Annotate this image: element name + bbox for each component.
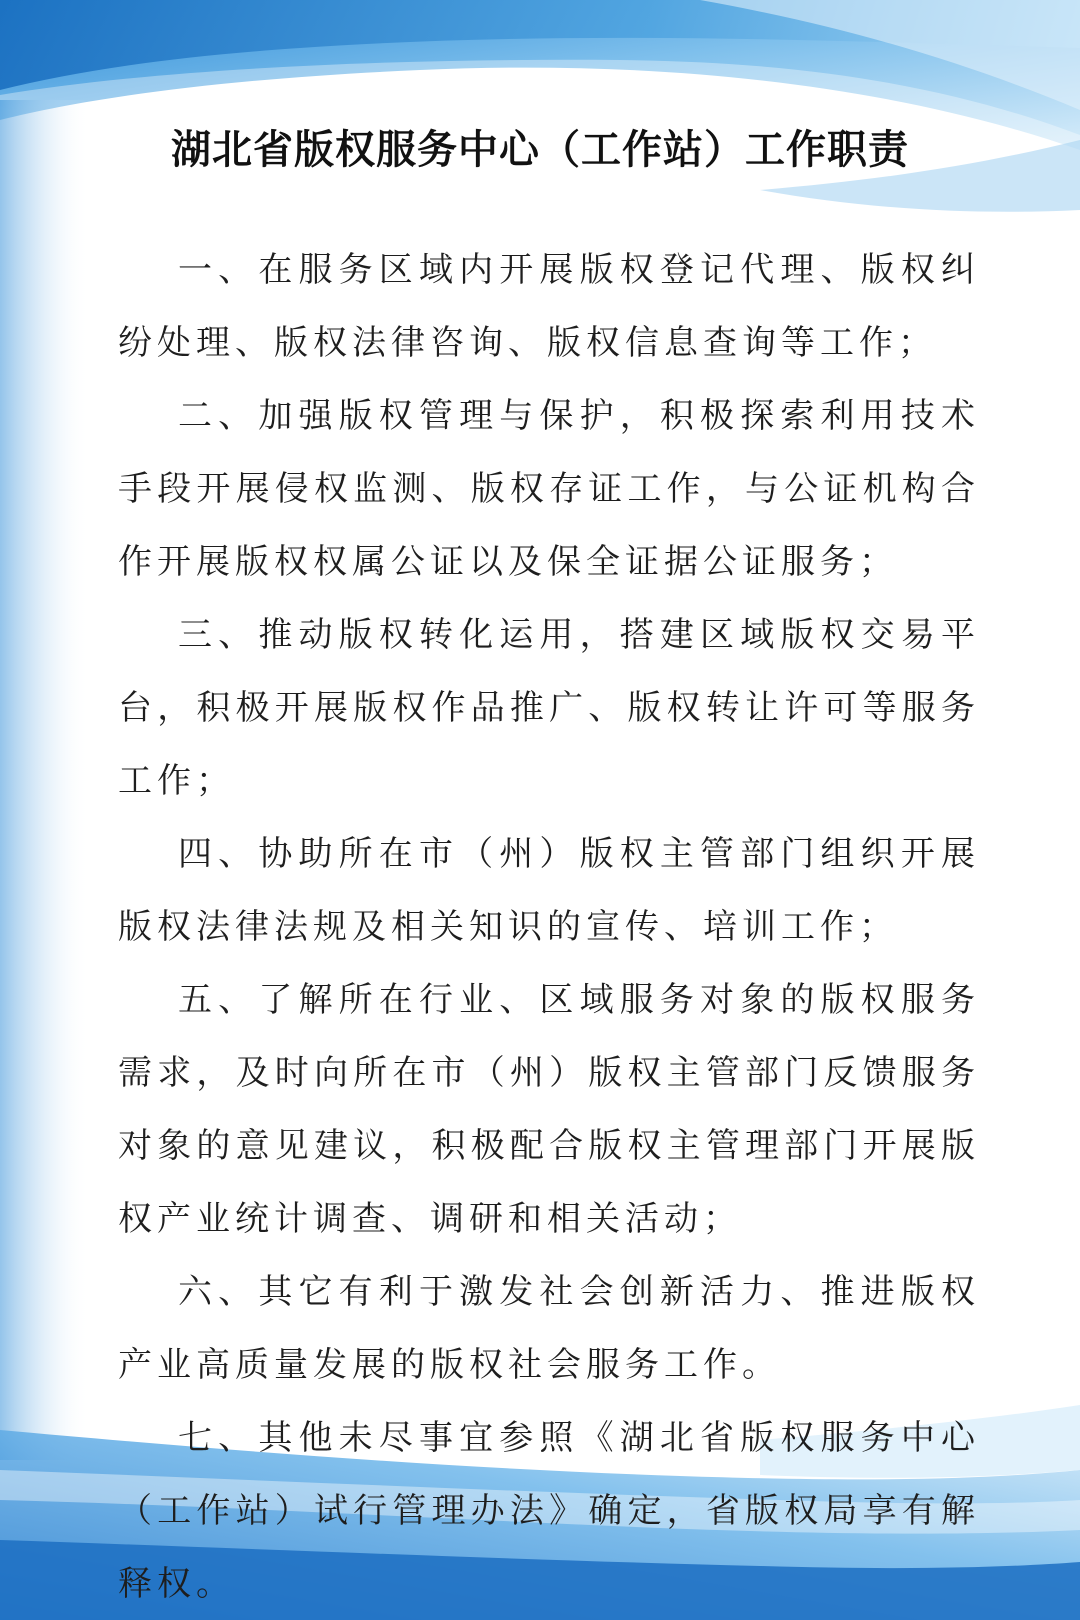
duty-item-6: 六、其它有利于激发社会创新活力、推进版权产业高质量发展的版权社会服务工作。: [118, 1272, 980, 1385]
duty-item-5: 五、了解所在行业、区域服务对象的版权服务需求，及时向所在市（州）版权主管部门反馈服务对象的意见建议，积极配合版权主管理部门开展版权产业统计调查、调研和相关活动；: [118, 980, 980, 1239]
duty-item-3: 三、推动版权转化运用，搭建区域版权交易平台，积极开展版权作品推广、版权转让许可等服务工作；: [118, 615, 980, 801]
duty-item-7: 七、其他未尽事宜参照《湖北省版权服务中心（工作站）试行管理办法》确定，省版权局享有解释权。: [118, 1418, 980, 1604]
left-side-band: [0, 100, 90, 1460]
page-title: 湖北省版权服务中心（工作站）工作职责: [171, 126, 909, 173]
duty-item-2: 二、加强版权管理与保护，积极探索利用技术手段开展侵权监测、版权存证工作，与公证机构合作开展版权权属公证以及保全证据公证服务；: [118, 396, 980, 582]
duty-item-4: 四、协助所在市（州）版权主管部门组织开展版权法律法规及相关知识的宣传、培训工作；: [118, 834, 980, 947]
duties-list: [118, 234, 980, 1620]
duty-item-1: 一、在服务区域内开展版权登记代理、版权纠纷处理、版权法律咨询、版权信息查询等工作；: [118, 250, 980, 363]
